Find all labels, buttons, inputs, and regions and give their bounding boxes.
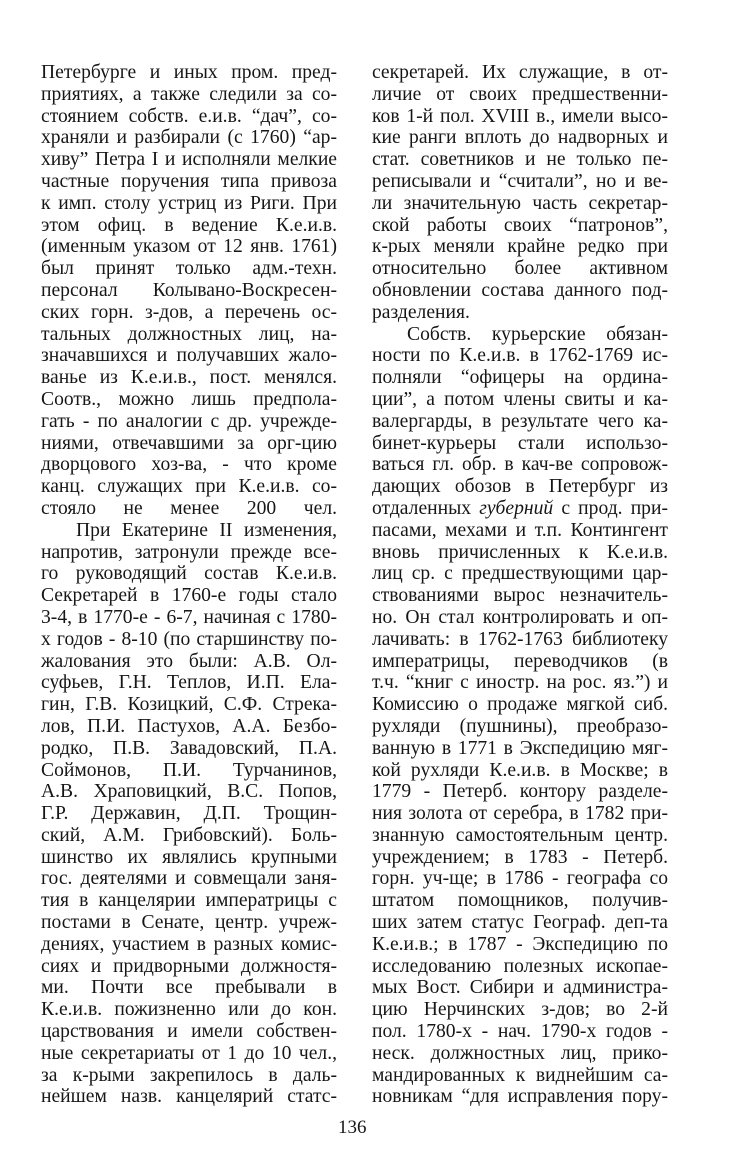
text-line: шинство их являлись крупными: [41, 846, 337, 868]
text-line: го руководящий состав К.е.и.в.: [41, 563, 337, 585]
text-line: Комиссию о продаже мягкой сиб.: [372, 694, 668, 716]
text-line: ских горн. з-дов, а перечень ос-: [41, 301, 337, 323]
text-line: личие от своих предшественни-: [372, 83, 668, 105]
text-line: ванную в 1771 в Экспедицию мяг-: [372, 737, 668, 759]
text-line: частные поручения типа привоза: [41, 170, 337, 192]
text-line: бинет-курьеры стали использо-: [372, 432, 668, 454]
text-line: Г.Р. Державин, Д.П. Трощин-: [41, 803, 337, 825]
text-line: гать - по аналогии с др. учрежде-: [41, 410, 337, 432]
text-line: дворцового хоз-ва, - что кроме: [41, 454, 337, 476]
text-line: хиву” Петра I и исполняли мелкие: [41, 149, 337, 171]
text-column-right: [372, 62, 668, 1108]
text-line: этом офиц. в ведение К.е.и.в.: [41, 214, 337, 236]
text-line: кой рухляди К.е.и.в. в Москве; в: [372, 759, 668, 781]
text-line: вновь причисленных к К.е.и.в.: [372, 541, 668, 563]
text-line: ниями, отвечавшими за орг-цию: [41, 432, 337, 454]
text-line: учреждением; в 1783 - Петерб.: [372, 846, 668, 868]
text-line: стат. советников и не только пе-: [372, 149, 668, 171]
text-line: ших затем статус Географ. деп-та: [372, 912, 668, 934]
text-line: царствования и имели собствен-: [41, 1021, 337, 1043]
text-line: ности по К.е.и.в. в 1762-1769 ис-: [372, 345, 668, 367]
text-line: нейшем назв. канцелярий статс-: [41, 1086, 337, 1108]
text-line: сиях и придворными должностя-: [41, 955, 337, 977]
text-line: разделения.: [372, 301, 470, 323]
text-line: был принят только адм.-техн.: [41, 258, 337, 280]
text-line: лачивать: в 1762-1763 библиотеку: [372, 628, 668, 650]
text-line: новникам “для исправления пору-: [372, 1086, 668, 1108]
text-segment: с прод. при-: [553, 497, 668, 519]
text-line: ский, А.М. Грибовский). Боль-: [41, 824, 337, 846]
text-line: лов, П.И. Пастухов, А.А. Безбо-: [41, 715, 337, 737]
text-line: х годов - 8-10 (по старшинству по-: [41, 628, 337, 650]
text-line: ков 1-й пол. XVIII в., имели высо-: [372, 105, 668, 127]
paragraph: [41, 520, 337, 1109]
text-line: но. Он стал контролировать и оп-: [372, 606, 668, 628]
text-line: (именным указом от 12 янв. 1761): [41, 236, 337, 258]
italic-text: губерний: [479, 497, 554, 519]
text-line: к-рых меняли крайне редко при: [372, 236, 668, 258]
paragraph: [372, 62, 668, 324]
text-line: реписывали и “считали”, но и ве-: [372, 170, 668, 192]
text-line: Соймонов, П.И. Турчанинов,: [41, 759, 337, 781]
text-line: родко, П.В. Завадовский, П.А.: [41, 737, 337, 759]
text-line: Секретарей в 1760-е годы стало: [41, 585, 337, 607]
text-line: ли значительную часть секретар-: [372, 192, 668, 214]
text-line: напротив, затронули прежде все-: [41, 541, 337, 563]
text-line: дающих обозов в Петербург из: [372, 476, 668, 498]
text-line: валергарды, в результате чего ка-: [372, 410, 668, 432]
text-line: ния золота от серебра, в 1782 при-: [372, 803, 668, 825]
text-line: А.В. Храповицкий, В.С. Попов,: [41, 781, 337, 803]
text-column-left: [41, 62, 337, 1108]
text-line: канц. служащих при К.е.и.в. со-: [41, 476, 337, 498]
text-line: гос. деятелями и совмещали заня-: [41, 868, 337, 890]
text-line: При Екатерине II изменения,: [76, 519, 337, 541]
text-line: значавшихся и получавших жало-: [41, 345, 337, 367]
text-line: ваться гл. обр. в кач-ве сопровож-: [372, 454, 668, 476]
text-line: [372, 498, 668, 520]
text-line: исследованию полезных ископае-: [372, 955, 668, 977]
text-segment: отдаленных: [372, 497, 480, 519]
text-line: 3-4, в 1770-е - 6-7, начиная с 1780-: [41, 606, 337, 628]
text-line: штатом помощников, получив-: [372, 890, 668, 912]
text-line: дениях, участием в разных комис-: [41, 933, 337, 955]
text-line: цию Нерчинских з-дов; во 2-й: [372, 999, 668, 1021]
text-line: гин, Г.В. Козицкий, С.Ф. Стрека-: [41, 694, 337, 716]
text-line: храняли и разбирали (с 1760) “ар-: [41, 127, 337, 149]
text-line: мандированных к виднейшим са-: [372, 1064, 668, 1086]
text-line: стоянием собств. е.и.в. “дач”, со-: [41, 105, 337, 127]
text-line: пол. 1780-х - нач. 1790-х годов -: [372, 1021, 668, 1043]
text-line: ные секретариаты от 1 до 10 чел.,: [41, 1042, 337, 1064]
text-line: К.е.и.в.; в 1787 - Экспедицию по: [372, 933, 668, 955]
text-line: тия в канцелярии императрицы с: [41, 890, 337, 912]
text-line: ми. Почти все пребывали в: [41, 977, 337, 999]
text-line: ствованиями вырос незначитель-: [372, 585, 668, 607]
text-line: ской работы своих “патронов”,: [372, 214, 668, 236]
text-line: относительно более активном: [372, 258, 668, 280]
text-line: обновлении состава данного под-: [372, 279, 668, 301]
text-line: ванье из К.е.и.в., пост. менялся.: [41, 367, 337, 389]
text-line: рухляди (пушнины), преобразо-: [372, 715, 668, 737]
text-line: ции”, а потом члены свиты и ка-: [372, 388, 668, 410]
text-line: Соотв., можно лишь предпола-: [41, 388, 337, 410]
page-number: 136: [338, 1117, 367, 1138]
text-line: суфьев, Г.Н. Теплов, И.П. Ела-: [41, 672, 337, 694]
text-line: жалования это были: А.В. Ол-: [41, 650, 337, 672]
text-line: персонал Колывано-Воскресен-: [41, 279, 337, 301]
text-line: 1779 - Петерб. контору разделе-: [372, 781, 668, 803]
paragraph: [41, 62, 337, 520]
text-line: за к-рыми закрепилось в даль-: [41, 1064, 337, 1086]
text-line: приятиях, а также следили за со-: [41, 83, 337, 105]
text-line: Собств. курьерские обязан-: [407, 323, 668, 345]
text-line: стояло не менее 200 чел.: [41, 497, 337, 519]
text-line: к имп. столу устриц из Риги. При: [41, 192, 337, 214]
text-line: постами в Сенате, центр. учреж-: [41, 912, 337, 934]
text-line: императрицы, переводчиков (в: [372, 650, 668, 672]
text-line: секретарей. Их служащие, в от-: [372, 62, 668, 83]
text-line: полняли “офицеры на ордина-: [372, 367, 668, 389]
text-line: неск. должностных лиц, прико-: [372, 1042, 668, 1064]
text-line: кие ранги вплоть до надворных и: [372, 127, 668, 149]
paragraph: [372, 324, 668, 1109]
text-line: горн. уч-ще; в 1786 - географа со: [372, 868, 668, 890]
text-line: пасами, мехами и т.п. Контингент: [372, 519, 668, 541]
text-line: тальных должностных лиц, на-: [41, 323, 337, 345]
text-line: К.е.и.в. пожизненно или до кон.: [41, 999, 337, 1021]
text-line: мых Вост. Сибири и администра-: [372, 977, 668, 999]
text-line: Петербурге и иных пром. пред-: [41, 62, 337, 83]
text-line: т.ч. “книг с иностр. на рос. яз.”) и: [372, 672, 668, 694]
text-line: лиц ср. с предшествующими цар-: [372, 563, 668, 585]
text-line: знанную самостоятельным центр.: [372, 824, 668, 846]
